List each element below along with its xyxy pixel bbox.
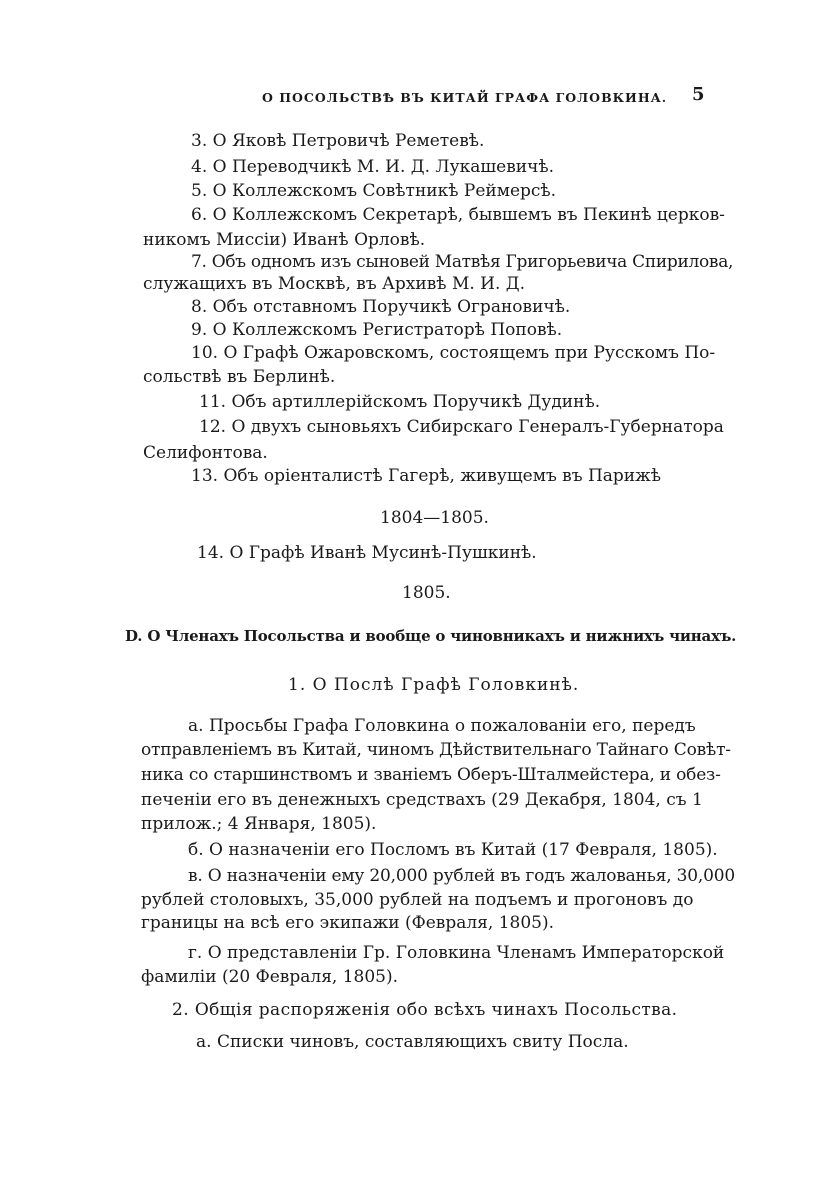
list-item: 10. О Графѣ Ожаровскомъ, состоящемъ при Русскомъ По-: [191, 343, 716, 363]
paragraph-line: б. О назначеніи его Посломъ въ Китай (17 Февраля, 1805).: [188, 840, 718, 860]
subsection-heading: 2. Общія распоряженія обо всѣхъ чинахъ Посольства.: [172, 1000, 678, 1020]
year-heading: 1805.: [402, 583, 451, 603]
subsection-heading: 1. О Послѣ Графѣ Головкинѣ.: [288, 675, 580, 695]
paragraph-line: отправленіемъ въ Китай, чиномъ Дѣйствительнаго Тайнаго Совѣт-: [141, 740, 731, 760]
list-item: 8. Объ отставномъ Поручикѣ Ограновичѣ.: [191, 297, 571, 317]
list-item: 4. О Переводчикѣ М. И. Д. Лукашевичѣ.: [191, 157, 555, 177]
list-item: 12. О двухъ сыновьяхъ Сибирскаго Генералъ-Губернатора: [199, 417, 724, 437]
year-heading: 1804—1805.: [380, 508, 489, 528]
list-item: 9. О Коллежскомъ Регистраторѣ Поповѣ.: [191, 320, 563, 340]
paragraph-line: а. Просьбы Графа Головкина о пожалованіи его, передъ: [188, 716, 696, 736]
section-heading: D. О Членахъ Посольства и вообще о чиновникахъ и нижнихъ чинахъ.: [125, 627, 737, 645]
paragraph-line: г. О представленіи Гр. Головкина Членамъ Императорской: [188, 943, 725, 963]
paragraph-line: ника со старшинствомъ и званіемъ Оберъ-Шталмейстера, и обез-: [141, 765, 721, 785]
list-item: 7. Объ одномъ изъ сыновей Матвѣя Григорьевича Спирилова,: [191, 252, 734, 272]
paragraph-line: печеніи его въ денежныхъ средствахъ (29 Декабря, 1804, съ 1: [141, 790, 703, 810]
paragraph-line: границы на всѣ его экипажи (Февраля, 1805).: [141, 913, 555, 933]
list-item: 5. О Коллежскомъ Совѣтникѣ Реймерсѣ.: [191, 181, 557, 201]
list-item-continuation: служащихъ въ Москвѣ, въ Архивѣ М. И. Д.: [143, 274, 526, 294]
list-item: 6. О Коллежскомъ Секретарѣ, бывшемъ въ Пекинѣ церков-: [191, 205, 725, 225]
running-header: О ПОСОЛЬСТВѢ ВЪ КИТАЙ ГРАФА ГОЛОВКИНА.: [262, 90, 668, 105]
list-item: 14. О Графѣ Иванѣ Мусинѣ-Пушкинѣ.: [197, 543, 537, 563]
paragraph-line: а. Списки чиновъ, составляющихъ свиту Посла.: [196, 1032, 629, 1052]
list-item-continuation: Селифонтова.: [143, 443, 268, 463]
list-item: 11. Объ артиллерійскомъ Поручикѣ Дудинѣ.: [199, 392, 601, 412]
paragraph-line: фамиліи (20 Февраля, 1805).: [141, 967, 399, 987]
list-item-continuation: сольствѣ въ Берлинѣ.: [143, 367, 336, 387]
paragraph-line: прилож.; 4 Января, 1805).: [141, 814, 377, 834]
list-item: 3. О Яковѣ Петровичѣ Реметевѣ.: [191, 131, 485, 151]
list-item: 13. Объ оріенталистѣ Гагерѣ, живущемъ въ Парижѣ: [191, 466, 662, 486]
list-item-continuation: никомъ Миссіи) Иванѣ Орловѣ.: [143, 230, 426, 250]
paragraph-line: в. О назначеніи ему 20,000 рублей въ годъ жалованья, 30,000: [188, 866, 735, 886]
paragraph-line: рублей столовыхъ, 35,000 рублей на подъемъ и прогоновъ до: [141, 890, 694, 910]
page-number: 5: [692, 84, 705, 105]
